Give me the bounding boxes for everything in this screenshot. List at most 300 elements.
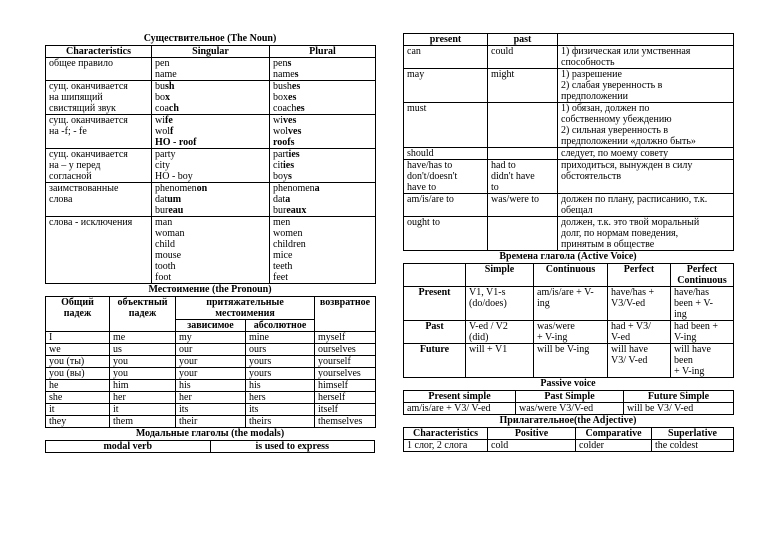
tenses-cell-line: will have: [674, 344, 711, 355]
noun-word-ending: um: [167, 194, 182, 205]
pronoun-title: Местоимение (the Pronoun): [148, 284, 272, 295]
modals-past-line: [491, 217, 554, 228]
noun-word-line: [155, 217, 266, 228]
noun-singular-cell: [152, 81, 270, 115]
tenses-cell-line: had + V3/: [611, 321, 651, 332]
modals-past-cell: [488, 69, 558, 103]
tenses-cell-line: + V-ing: [674, 366, 705, 377]
modals-meaning-line: обстоятельств: [561, 171, 622, 182]
tenses-cell-line: V-ed / V2: [469, 321, 508, 332]
modals-past-line: to: [491, 182, 499, 193]
noun-word-stem: city: [155, 160, 170, 171]
noun-singular-cell: [152, 183, 270, 217]
noun-word-stem: wol: [273, 126, 288, 137]
noun-word-stem: party: [155, 149, 176, 160]
noun-word-line: [273, 126, 372, 137]
noun-characteristic-line: свистящий звук: [49, 103, 116, 114]
pronoun-general: we: [46, 344, 110, 356]
noun-word-line: [273, 58, 372, 69]
modals-past-line: [491, 148, 554, 159]
tenses-cell-line: V1, V1-s: [469, 287, 506, 298]
pronoun-general: you (ты): [46, 356, 110, 368]
noun-word-stem: coach: [273, 103, 297, 114]
modals-meaning-cell: [558, 160, 734, 194]
tenses-cell: [534, 321, 608, 344]
modals-meaning-line: способность: [561, 57, 615, 68]
noun-word-line: [155, 272, 266, 283]
noun-word-stem: bur: [273, 205, 287, 216]
noun-word-ending: HO - roof: [155, 137, 197, 148]
noun-word-line: [273, 228, 372, 239]
noun-characteristic-line: [49, 250, 148, 261]
modals-present-cell: [404, 69, 488, 103]
pronoun-reflexive: yourself: [315, 356, 376, 368]
pronoun-reflexive: itself: [315, 404, 376, 416]
noun-characteristic-line: на -f; - fe: [49, 126, 87, 137]
modals-present-line: should: [407, 148, 434, 159]
noun-characteristic-cell: [46, 58, 152, 81]
modals-meaning-line: 1) разрешение: [561, 69, 622, 80]
modals-past-cell: [488, 217, 558, 251]
tenses-cell: [466, 344, 534, 378]
pronoun-row: [46, 404, 376, 416]
noun-word-ending: sh: [165, 81, 175, 92]
noun-characteristic-line: [49, 205, 148, 216]
modals-present-cell: [404, 46, 488, 69]
pronoun-row: [46, 368, 376, 380]
noun-characteristic-line: [49, 261, 148, 272]
modals-meaning-line: собственному убеждению: [561, 114, 672, 125]
noun-word-ending: eau: [168, 205, 184, 216]
noun-word-stem: wi: [155, 115, 165, 126]
noun-word-line: [273, 205, 372, 216]
adjective-superlative-value: the coldest: [652, 440, 734, 452]
tenses-cell-line: V3/ V-ed: [611, 355, 648, 366]
modals-present-line: am/is/are to: [407, 194, 454, 205]
adjective-table: [403, 427, 734, 452]
adjective-header-superlative: Superlative: [652, 428, 734, 440]
noun-characteristic-line: согласной: [49, 171, 92, 182]
noun-word-stem: woman: [155, 228, 185, 239]
noun-word-line: [273, 183, 372, 194]
modals-row: [404, 160, 734, 194]
pronoun-absolute: its: [246, 404, 315, 416]
modals-header-past: past: [488, 34, 558, 46]
tenses-cell-line: V3/V-ed: [611, 298, 646, 309]
noun-characteristic-line: сущ. оканчивается: [49, 81, 128, 92]
noun-word-stem: boy: [273, 171, 288, 182]
pronoun-absolute: yours: [246, 368, 315, 380]
tenses-header-perfect-continuous: Perfect Continuous: [671, 264, 734, 287]
pronoun-object: it: [110, 404, 176, 416]
tenses-row-name: Past: [404, 321, 466, 344]
noun-word-stem: mouse: [155, 250, 182, 261]
modals-title: Модальные глаголы (the modals): [135, 428, 285, 439]
noun-word-stem: pen: [273, 58, 288, 69]
passive-header-past: Past Simple: [516, 391, 624, 403]
noun-word-stem: children: [273, 239, 306, 250]
pronoun-row: [46, 380, 376, 392]
modals-past-cell: [488, 160, 558, 194]
adjective-header-comparative: Comparative: [576, 428, 652, 440]
modals-present-line: can: [407, 46, 421, 57]
noun-word-stem: women: [273, 228, 303, 239]
modals-meaning-cell: [558, 69, 734, 103]
noun-characteristic-line: общее правило: [49, 58, 114, 69]
noun-word-stem: part: [273, 149, 289, 160]
adjective-header-characteristics: Characteristics: [404, 428, 488, 440]
noun-word-ending: x: [165, 92, 170, 103]
tenses-row: [404, 287, 734, 321]
tenses-cell-line: am/is/are + V-: [537, 287, 594, 298]
modals-present-cell: [404, 194, 488, 217]
noun-plural-cell: [270, 115, 376, 149]
noun-table: [45, 45, 376, 284]
pronoun-object: you: [110, 368, 176, 380]
pronoun-header-general: Общий падеж: [46, 297, 110, 332]
pronoun-absolute: theirs: [246, 416, 315, 428]
noun-word-line: [273, 217, 372, 228]
noun-word-stem: foot: [155, 272, 172, 283]
modals-table: [403, 33, 734, 251]
noun-word-stem: dat: [155, 194, 168, 205]
modals-meaning-cell: [558, 46, 734, 69]
modals-present-line: have/has to: [407, 160, 453, 171]
noun-word-stem: feet: [273, 272, 288, 283]
modals-meaning-line: 2) слабая уверенность в: [561, 80, 663, 91]
pronoun-row: [46, 416, 376, 428]
noun-word-line: [273, 103, 372, 114]
modals-header-verb: modal verb: [46, 441, 211, 453]
adjective-header-positive: Positive: [488, 428, 576, 440]
modals-present-cell: [404, 103, 488, 148]
modals-present-line: have to: [407, 182, 437, 193]
modals-past-line: [491, 103, 554, 114]
modals-header-meaning: [558, 34, 734, 46]
passive-header-future: Future Simple: [624, 391, 734, 403]
noun-word-line: [155, 205, 266, 216]
noun-word-line: [155, 81, 266, 92]
tenses-cell: [608, 344, 671, 378]
right-column: [403, 33, 733, 452]
modals-present-line: don't/doesn't: [407, 171, 458, 182]
noun-characteristic-line: [49, 239, 148, 250]
noun-word-line: [155, 149, 266, 160]
noun-word-line: [155, 69, 266, 80]
noun-header-plural: Plural: [270, 46, 376, 58]
passive-past-value: was/were V3/V-ed: [516, 403, 624, 415]
tenses-row-name: Future: [404, 344, 466, 378]
noun-word-line: [155, 115, 266, 126]
noun-word-stem: phenomen: [155, 183, 197, 194]
tenses-header-continuous: Continuous: [534, 264, 608, 287]
modals-present-line: may: [407, 69, 425, 80]
modals-present-line: ought to: [407, 217, 441, 228]
noun-plural-cell: [270, 58, 376, 81]
noun-word-stem: cit: [273, 160, 283, 171]
noun-word-ending: eaux: [286, 205, 307, 216]
pronoun-table: [45, 296, 376, 428]
noun-characteristic-cell: [46, 183, 152, 217]
pronoun-row: [46, 332, 376, 344]
noun-word-stem: HO - boy: [155, 171, 193, 182]
tenses-header-blank: [404, 264, 466, 287]
noun-word-line: [155, 250, 266, 261]
noun-word-ending: a: [285, 194, 291, 205]
modals-meaning-line: принятым в обществе: [561, 239, 655, 250]
modals-past-cell: [488, 46, 558, 69]
left-column: [45, 33, 375, 453]
noun-word-ending: ies: [283, 160, 295, 171]
modals-present-cell: [404, 160, 488, 194]
tenses-cell-line: been: [674, 355, 693, 366]
pronoun-absolute: mine: [246, 332, 315, 344]
noun-row: [46, 149, 376, 183]
modals-meaning-line: 2) сильная уверенность в: [561, 125, 669, 136]
pronoun-absolute: yours: [246, 356, 315, 368]
pronoun-general: you (вы): [46, 368, 110, 380]
tenses-cell: [608, 321, 671, 344]
noun-characteristic-line: [49, 137, 148, 148]
modals-past-line: was/were to: [491, 194, 540, 205]
tenses-cell-line: V-ed: [611, 332, 631, 343]
noun-characteristic-cell: [46, 115, 152, 149]
adjective-positive-value: cold: [488, 440, 576, 452]
modals-past-line: might: [491, 69, 515, 80]
noun-word-line: [155, 228, 266, 239]
tenses-cell-line: (do/does): [469, 298, 507, 309]
pronoun-header-dependent: зависимое: [176, 320, 246, 332]
noun-word-line: [155, 239, 266, 250]
pronoun-dependent: her: [176, 392, 246, 404]
pronoun-row: [46, 392, 376, 404]
noun-word-line: [155, 126, 266, 137]
pronoun-object: us: [110, 344, 176, 356]
tenses-cell-line: had been +: [674, 321, 718, 332]
pronoun-absolute: ours: [246, 344, 315, 356]
tenses-cell: [534, 287, 608, 321]
tenses-cell: [671, 344, 734, 378]
pronoun-reflexive: myself: [315, 332, 376, 344]
noun-word-ending: ch: [168, 103, 179, 114]
noun-row: [46, 217, 376, 284]
modals-meaning-cell: [558, 217, 734, 251]
noun-word-line: [273, 272, 372, 283]
pronoun-dependent: their: [176, 416, 246, 428]
modals-past-line: didn't have: [491, 171, 535, 182]
noun-word-ending: fe: [165, 115, 173, 126]
noun-characteristic-line: сущ. оканчивается: [49, 149, 128, 160]
pronoun-dependent: his: [176, 380, 246, 392]
noun-word-line: [273, 261, 372, 272]
noun-word-stem: bo: [155, 92, 165, 103]
modals-row: [404, 69, 734, 103]
noun-word-stem: child: [155, 239, 175, 250]
tenses-cell-line: will + V1: [469, 344, 508, 355]
noun-word-line: [273, 239, 372, 250]
noun-word-stem: phenomen: [273, 183, 315, 194]
passive-title: Passive voice: [540, 378, 596, 389]
noun-word-stem: dat: [273, 194, 286, 205]
noun-characteristic-line: на – y перед: [49, 160, 101, 171]
pronoun-general: she: [46, 392, 110, 404]
noun-word-line: [273, 160, 372, 171]
tenses-title: Времена глагола (Active Voice): [499, 251, 637, 262]
noun-word-ending: s: [287, 58, 292, 69]
noun-word-ending: es: [288, 92, 297, 103]
tenses-cell-line: ing: [537, 298, 550, 309]
noun-word-line: [155, 160, 266, 171]
pronoun-header-possessive: притяжательные местоимения: [176, 297, 315, 320]
noun-characteristic-cell: [46, 81, 152, 115]
noun-singular-cell: [152, 217, 270, 284]
modals-past-cell: [488, 148, 558, 160]
modals-past-cell: [488, 103, 558, 148]
modals-row: [404, 46, 734, 69]
passive-future-value: will be V3/ V-ed: [624, 403, 734, 415]
pronoun-absolute: hers: [246, 392, 315, 404]
noun-word-line: [155, 183, 266, 194]
tenses-row-name: Present: [404, 287, 466, 321]
modals-meaning-line: должен, т.к. это твой моральный: [561, 217, 700, 228]
modals-header-table: [45, 440, 375, 453]
tenses-header-perfect: Perfect: [608, 264, 671, 287]
pronoun-reflexive: herself: [315, 392, 376, 404]
noun-word-stem: wol: [155, 126, 170, 137]
noun-word-stem: man: [155, 217, 173, 228]
passive-table: [403, 390, 734, 415]
tenses-cell-line: have/has +: [611, 287, 655, 298]
noun-word-ending: s: [288, 171, 292, 182]
noun-characteristic-line: [49, 69, 148, 80]
pronoun-dependent: its: [176, 404, 246, 416]
modals-meaning-cell: [558, 194, 734, 217]
noun-characteristic-line: [49, 272, 148, 283]
noun-word-stem: box: [273, 92, 288, 103]
modals-header-present: present: [404, 34, 488, 46]
noun-word-ending: on: [196, 183, 208, 194]
modals-meaning-cell: [558, 103, 734, 148]
noun-characteristic-line: слова - исключения: [49, 217, 133, 228]
noun-plural-cell: [270, 81, 376, 115]
noun-plural-cell: [270, 149, 376, 183]
pronoun-object: me: [110, 332, 176, 344]
tenses-cell: [608, 287, 671, 321]
modals-meaning-line: обещал: [561, 205, 593, 216]
tenses-cell-line: ing: [674, 309, 687, 320]
noun-plural-cell: [270, 183, 376, 217]
passive-present-value: am/is/are + V3/ V-ed: [404, 403, 516, 415]
pronoun-dependent: my: [176, 332, 246, 344]
tenses-cell: [671, 321, 734, 344]
tenses-cell-line: (did): [469, 332, 489, 343]
noun-word-line: [273, 115, 372, 126]
pronoun-object: him: [110, 380, 176, 392]
pronoun-dependent: your: [176, 356, 246, 368]
noun-word-line: [273, 81, 372, 92]
noun-word-stem: name: [155, 69, 177, 80]
noun-word-line: [155, 137, 266, 148]
modals-present-cell: [404, 148, 488, 160]
noun-characteristic-line: на шипящий: [49, 92, 103, 103]
pronoun-reflexive: himself: [315, 380, 376, 392]
modals-meaning-line: 1) физическая или умственная: [561, 46, 691, 57]
pronoun-reflexive: ourselves: [315, 344, 376, 356]
modals-meaning-line: 1) обязан, должен по: [561, 103, 650, 114]
noun-word-stem: tooth: [155, 261, 176, 272]
noun-word-ending: ies: [288, 149, 300, 160]
noun-header-characteristics: Characteristics: [46, 46, 152, 58]
noun-characteristic-line: [49, 228, 148, 239]
noun-word-line: [273, 69, 372, 80]
pronoun-general: it: [46, 404, 110, 416]
tenses-cell-line: been + V-: [674, 298, 713, 309]
noun-singular-cell: [152, 58, 270, 81]
pronoun-general: I: [46, 332, 110, 344]
noun-word-ending: a: [314, 183, 320, 194]
noun-row: [46, 183, 376, 217]
noun-word-ending: es: [296, 103, 305, 114]
modals-meaning-line: должен по плану, расписанию, т.к.: [561, 194, 708, 205]
modals-meaning-line: следует, по моему совету: [561, 148, 669, 159]
noun-word-line: [273, 92, 372, 103]
noun-characteristic-line: заимствованные: [49, 183, 119, 194]
noun-word-line: [273, 137, 372, 148]
adjective-characteristics-value: 1 слог, 2 слога: [404, 440, 488, 452]
pronoun-dependent: our: [176, 344, 246, 356]
noun-word-line: [273, 149, 372, 160]
tenses-cell-line: was/were: [537, 321, 575, 332]
pronoun-absolute: his: [246, 380, 315, 392]
noun-characteristic-cell: [46, 217, 152, 284]
noun-word-stem: men: [273, 217, 291, 228]
noun-word-line: [155, 92, 266, 103]
pronoun-header-reflexive: возвратное: [315, 297, 376, 332]
noun-plural-cell: [270, 217, 376, 284]
noun-word-ending: f: [170, 126, 174, 137]
pronoun-object: them: [110, 416, 176, 428]
noun-word-stem: mice: [273, 250, 293, 261]
noun-header-singular: Singular: [152, 46, 270, 58]
noun-word-line: [155, 194, 266, 205]
noun-word-ending: es: [291, 81, 301, 92]
tenses-cell-line: + V-ing: [537, 332, 568, 343]
tenses-header-simple: Simple: [466, 264, 534, 287]
tenses-cell-line: have/has: [674, 287, 709, 298]
modals-meaning-line: долг, по нормам поведения,: [561, 228, 679, 239]
noun-word-stem: name: [273, 69, 295, 80]
tenses-cell-line: V-ing: [674, 332, 697, 343]
passive-header-present: Present simple: [404, 391, 516, 403]
modals-meaning-line: предположении «должно быть»: [561, 136, 696, 147]
noun-word-line: [155, 103, 266, 114]
noun-word-line: [273, 194, 372, 205]
noun-word-line: [155, 171, 266, 182]
tenses-cell: [466, 287, 534, 321]
tenses-cell-line: will have: [611, 344, 648, 355]
modals-meaning-cell: [558, 148, 734, 160]
noun-word-ending: roofs: [273, 137, 295, 148]
adjective-comparative-value: colder: [576, 440, 652, 452]
pronoun-general: they: [46, 416, 110, 428]
noun-word-line: [155, 261, 266, 272]
adjective-title: Прилагательное(the Adjective): [499, 415, 637, 426]
pronoun-dependent: your: [176, 368, 246, 380]
modals-header-express: is used to express: [210, 441, 375, 453]
noun-word-line: [273, 250, 372, 261]
pronoun-reflexive: themselves: [315, 416, 376, 428]
modals-past-line: had to: [491, 160, 516, 171]
